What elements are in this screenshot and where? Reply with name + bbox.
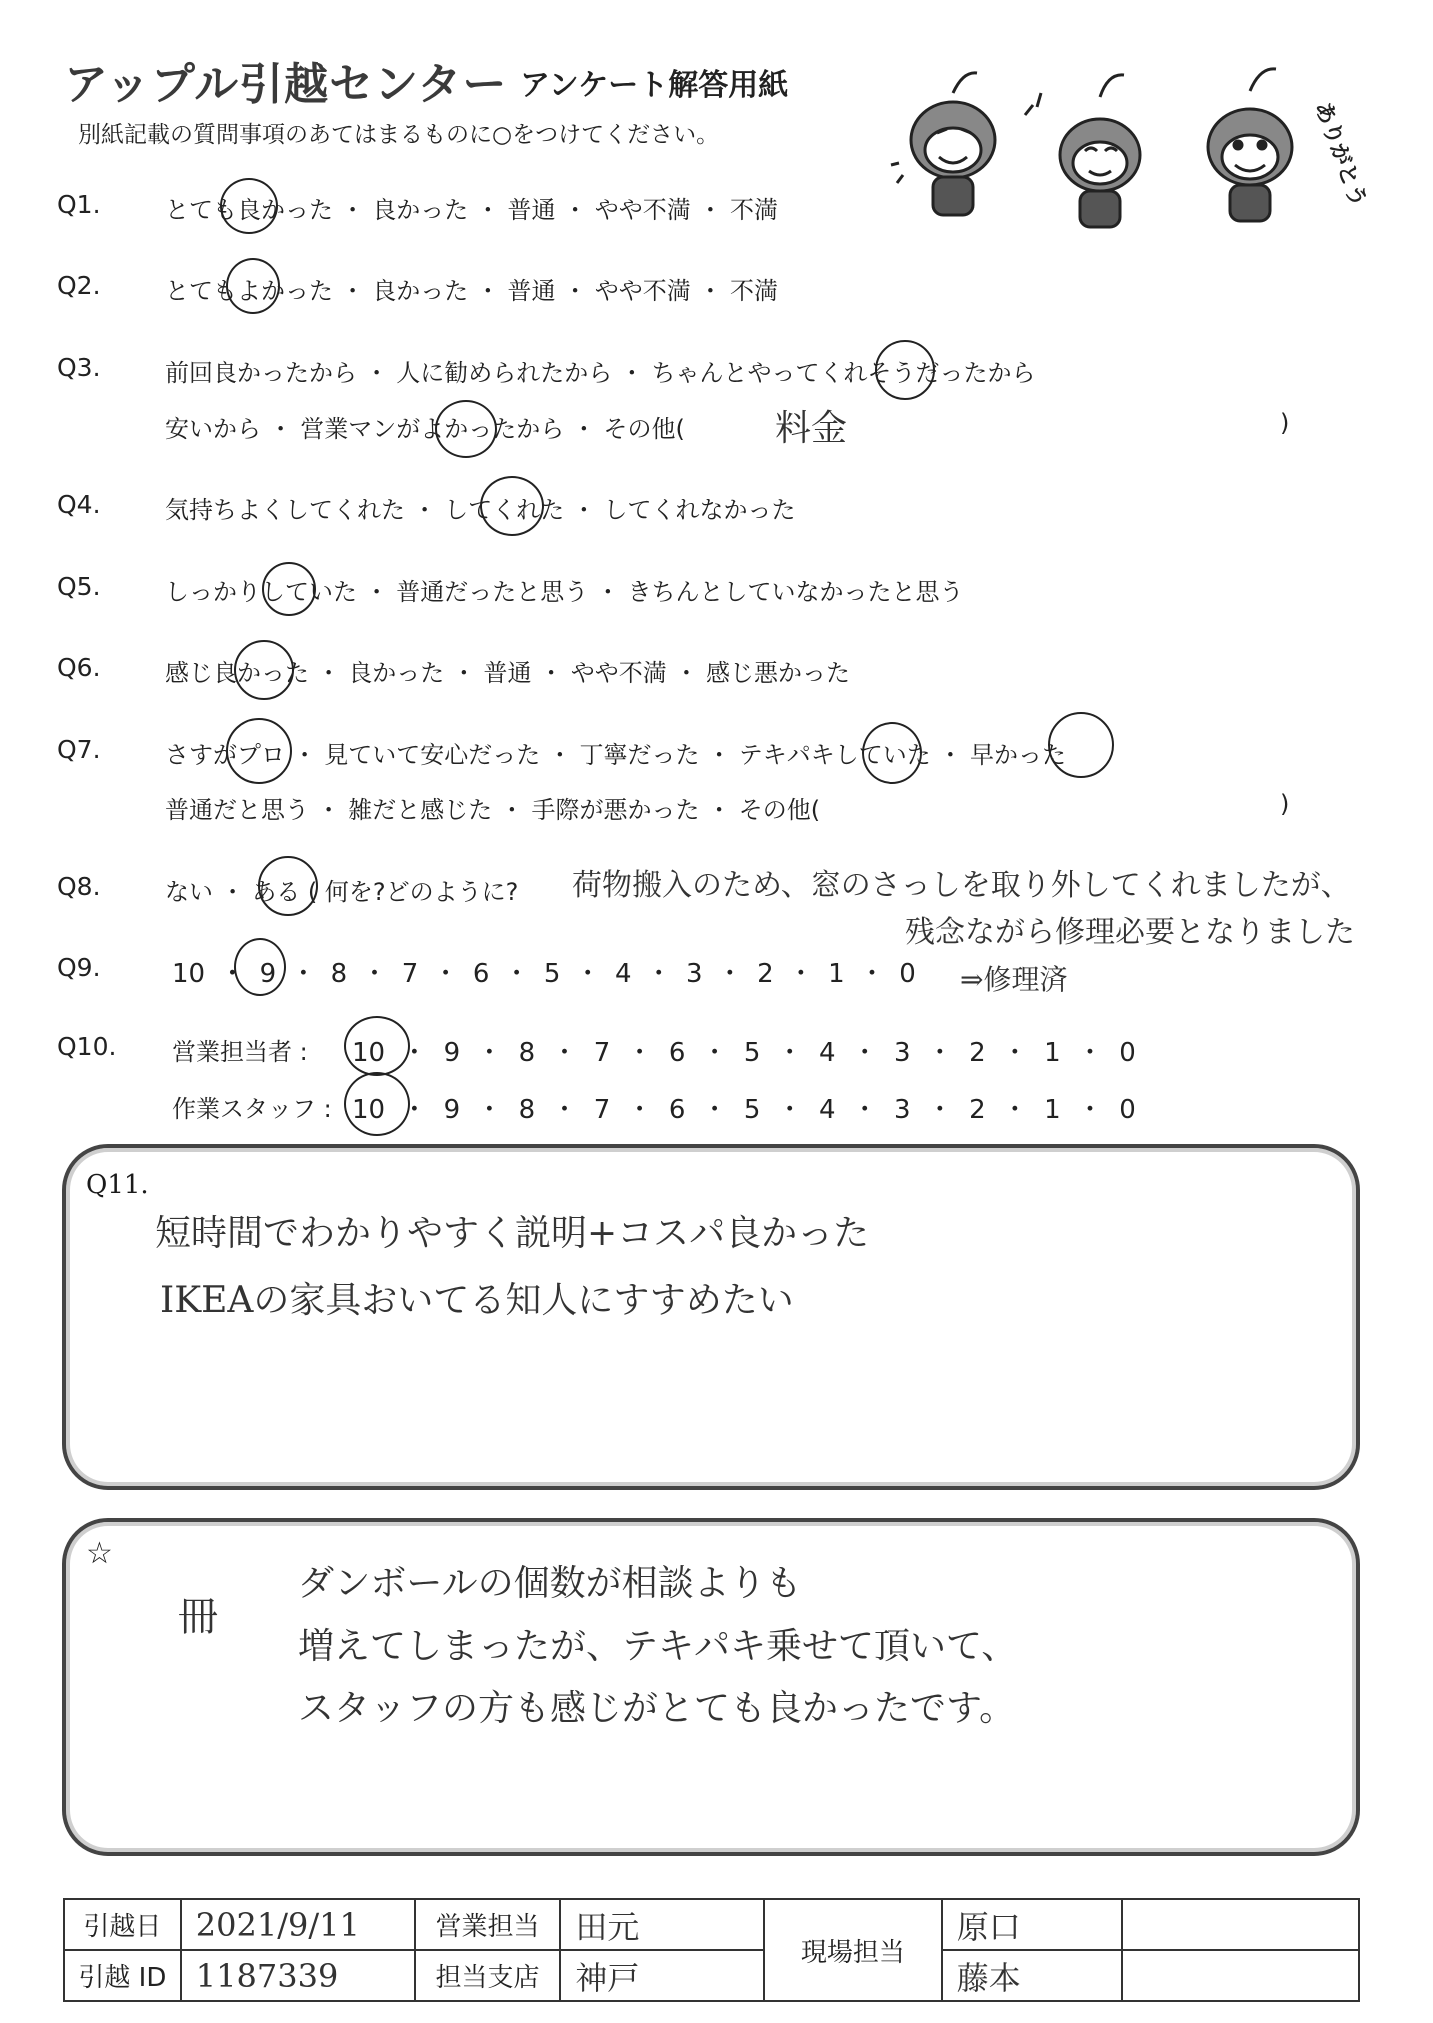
answer-circle-q7b — [862, 722, 922, 784]
q7-label: Q7. — [57, 735, 101, 764]
q10-staff-label: 作業スタッフ : — [172, 1095, 332, 1123]
q8-comment-line1: 荷物搬入のため、窓のさっしを取り外してくれましたが、 — [572, 868, 1351, 903]
star-icon: ☆ — [86, 1536, 113, 1571]
q8-options: ない ・ ある ( 何を?どのように? — [165, 878, 519, 906]
q3-options-line1: 前回良かったから ・ 人に勧められたから ・ ちゃんとやってくれそうだったから — [165, 359, 1036, 387]
answer-circle-q10-staff — [344, 1072, 410, 1136]
answer-circle-q1 — [220, 178, 278, 234]
q7-options-line2: 普通だと思う ・ 雑だと感じた ・ 手際が悪かった ・ その他( — [165, 796, 821, 824]
q3-label: Q3. — [57, 353, 101, 382]
q1-label: Q1. — [57, 190, 101, 219]
empty-cell — [1122, 1950, 1360, 2001]
q8-comment-line2: 残念ながら修理必要となりました — [905, 915, 1355, 950]
site-rep-value-1: 原口 — [942, 1899, 1122, 1950]
q3-other-answer: 料金 — [775, 408, 848, 449]
q9-label: Q9. — [57, 953, 101, 982]
star-comment-line2: 増えてしまったが、テキパキ乗せて頂いて、 — [298, 1626, 1018, 1667]
q8-label: Q8. — [57, 872, 101, 901]
star-comment-line1: ダンボールの個数が相談よりも — [298, 1563, 802, 1604]
q6-options: 感じ良かった ・ 良かった ・ 普通 ・ やや不満 ・ 感じ悪かった — [165, 659, 851, 687]
q3-close-paren: ) — [1280, 409, 1290, 437]
move-date-label: 引越日 — [64, 1899, 181, 1950]
sales-rep-label: 営業担当 — [415, 1899, 561, 1950]
q3-options-line2: 安いから ・ 営業マンがよかったから ・ その他( — [165, 415, 685, 443]
answer-circle-q3a — [875, 340, 935, 400]
q11-comment-line1: 短時間でわかりやすく説明+コスパ良かった — [155, 1213, 870, 1254]
q10-sales-scale: 10 ・ 9 ・ 8 ・ 7 ・ 6 ・ 5 ・ 4 ・ 3 ・ 2 ・ 1 ・ 0 — [352, 1038, 1136, 1068]
instruction-text: 別紙記載の質問事項のあてはまるものに○をつけてください。 — [78, 122, 720, 148]
q8-comment-line3: ⇒修理済 — [960, 963, 1068, 996]
q4-label: Q4. — [57, 490, 101, 519]
mascot-illustration — [895, 55, 1371, 240]
monkey-icon — [891, 73, 995, 215]
answer-circle-q10-sales — [344, 1016, 410, 1076]
answer-circle-q4 — [480, 476, 544, 536]
move-date-value: 2021/9/11 — [181, 1899, 415, 1950]
answer-circle-q7c — [1048, 712, 1114, 778]
branch-label: 担当支店 — [415, 1950, 561, 2001]
q7-options-line1: さすがプロ ・ 見ていて安心だった ・ 丁寧だった ・ テキパキしていた ・ 早かった — [165, 741, 1067, 769]
sales-rep-value: 田元 — [560, 1899, 764, 1950]
q5-label: Q5. — [57, 572, 101, 601]
q11-label: Q11. — [86, 1170, 149, 1200]
answer-circle-q5 — [262, 562, 316, 616]
move-id-value: 1187339 — [181, 1950, 415, 2001]
q5-options: しっかりしていた ・ 普通だったと思う ・ きちんとしていなかったと思う — [165, 578, 964, 606]
q10-sales-label: 営業担当者 : — [172, 1038, 308, 1066]
answer-circle-q8 — [258, 856, 318, 916]
company-name: アップル引越センター — [64, 59, 508, 110]
answer-circle-q3b — [435, 400, 497, 458]
move-id-label: 引越 ID — [64, 1950, 181, 2001]
q9-scale: 10 ・ 9 ・ 8 ・ 7 ・ 6 ・ 5 ・ 4 ・ 3 ・ 2 ・ 1 ・ 0 — [172, 959, 916, 989]
site-rep-label: 現場担当 — [764, 1899, 942, 2001]
answer-circle-q2 — [226, 258, 280, 314]
star-comment-line3: スタッフの方も感じがとても良かったです。 — [298, 1688, 1016, 1729]
empty-cell — [1122, 1899, 1360, 1950]
q7-close-paren: ) — [1280, 790, 1290, 818]
form-title: アンケート解答用紙 — [520, 68, 789, 103]
q1-options: とても良かった ・ 良かった ・ 普通 ・ やや不満 ・ 不満 — [165, 196, 779, 224]
q2-label: Q2. — [57, 271, 101, 300]
site-rep-value-2: 藤本 — [942, 1950, 1122, 2001]
info-table — [63, 1898, 1360, 2002]
q10-staff-scale: 10 ・ 9 ・ 8 ・ 7 ・ 6 ・ 5 ・ 4 ・ 3 ・ 2 ・ 1 ・ 0 — [352, 1095, 1136, 1125]
q6-label: Q6. — [57, 653, 101, 682]
q4-options: 気持ちよくしてくれた ・ してくれた ・ してくれなかった — [165, 496, 796, 524]
q10-label: Q10. — [57, 1032, 117, 1061]
answer-circle-q9 — [234, 938, 286, 996]
mascot-thanks-text: ありがとう — [1309, 98, 1371, 211]
q11-comment-line2: IKEAの家具おいてる知人にすすめたい — [160, 1280, 794, 1321]
mark-glyph: 冊 — [178, 1594, 218, 1640]
branch-value: 神戸 — [560, 1950, 764, 2001]
answer-circle-q7a — [226, 718, 292, 784]
q2-options: とてもよかった ・ 良かった ・ 普通 ・ やや不満 ・ 不満 — [165, 277, 779, 305]
monkey-icon — [1025, 75, 1140, 227]
monkey-icon — [1208, 69, 1292, 221]
answer-circle-q6 — [234, 640, 294, 700]
